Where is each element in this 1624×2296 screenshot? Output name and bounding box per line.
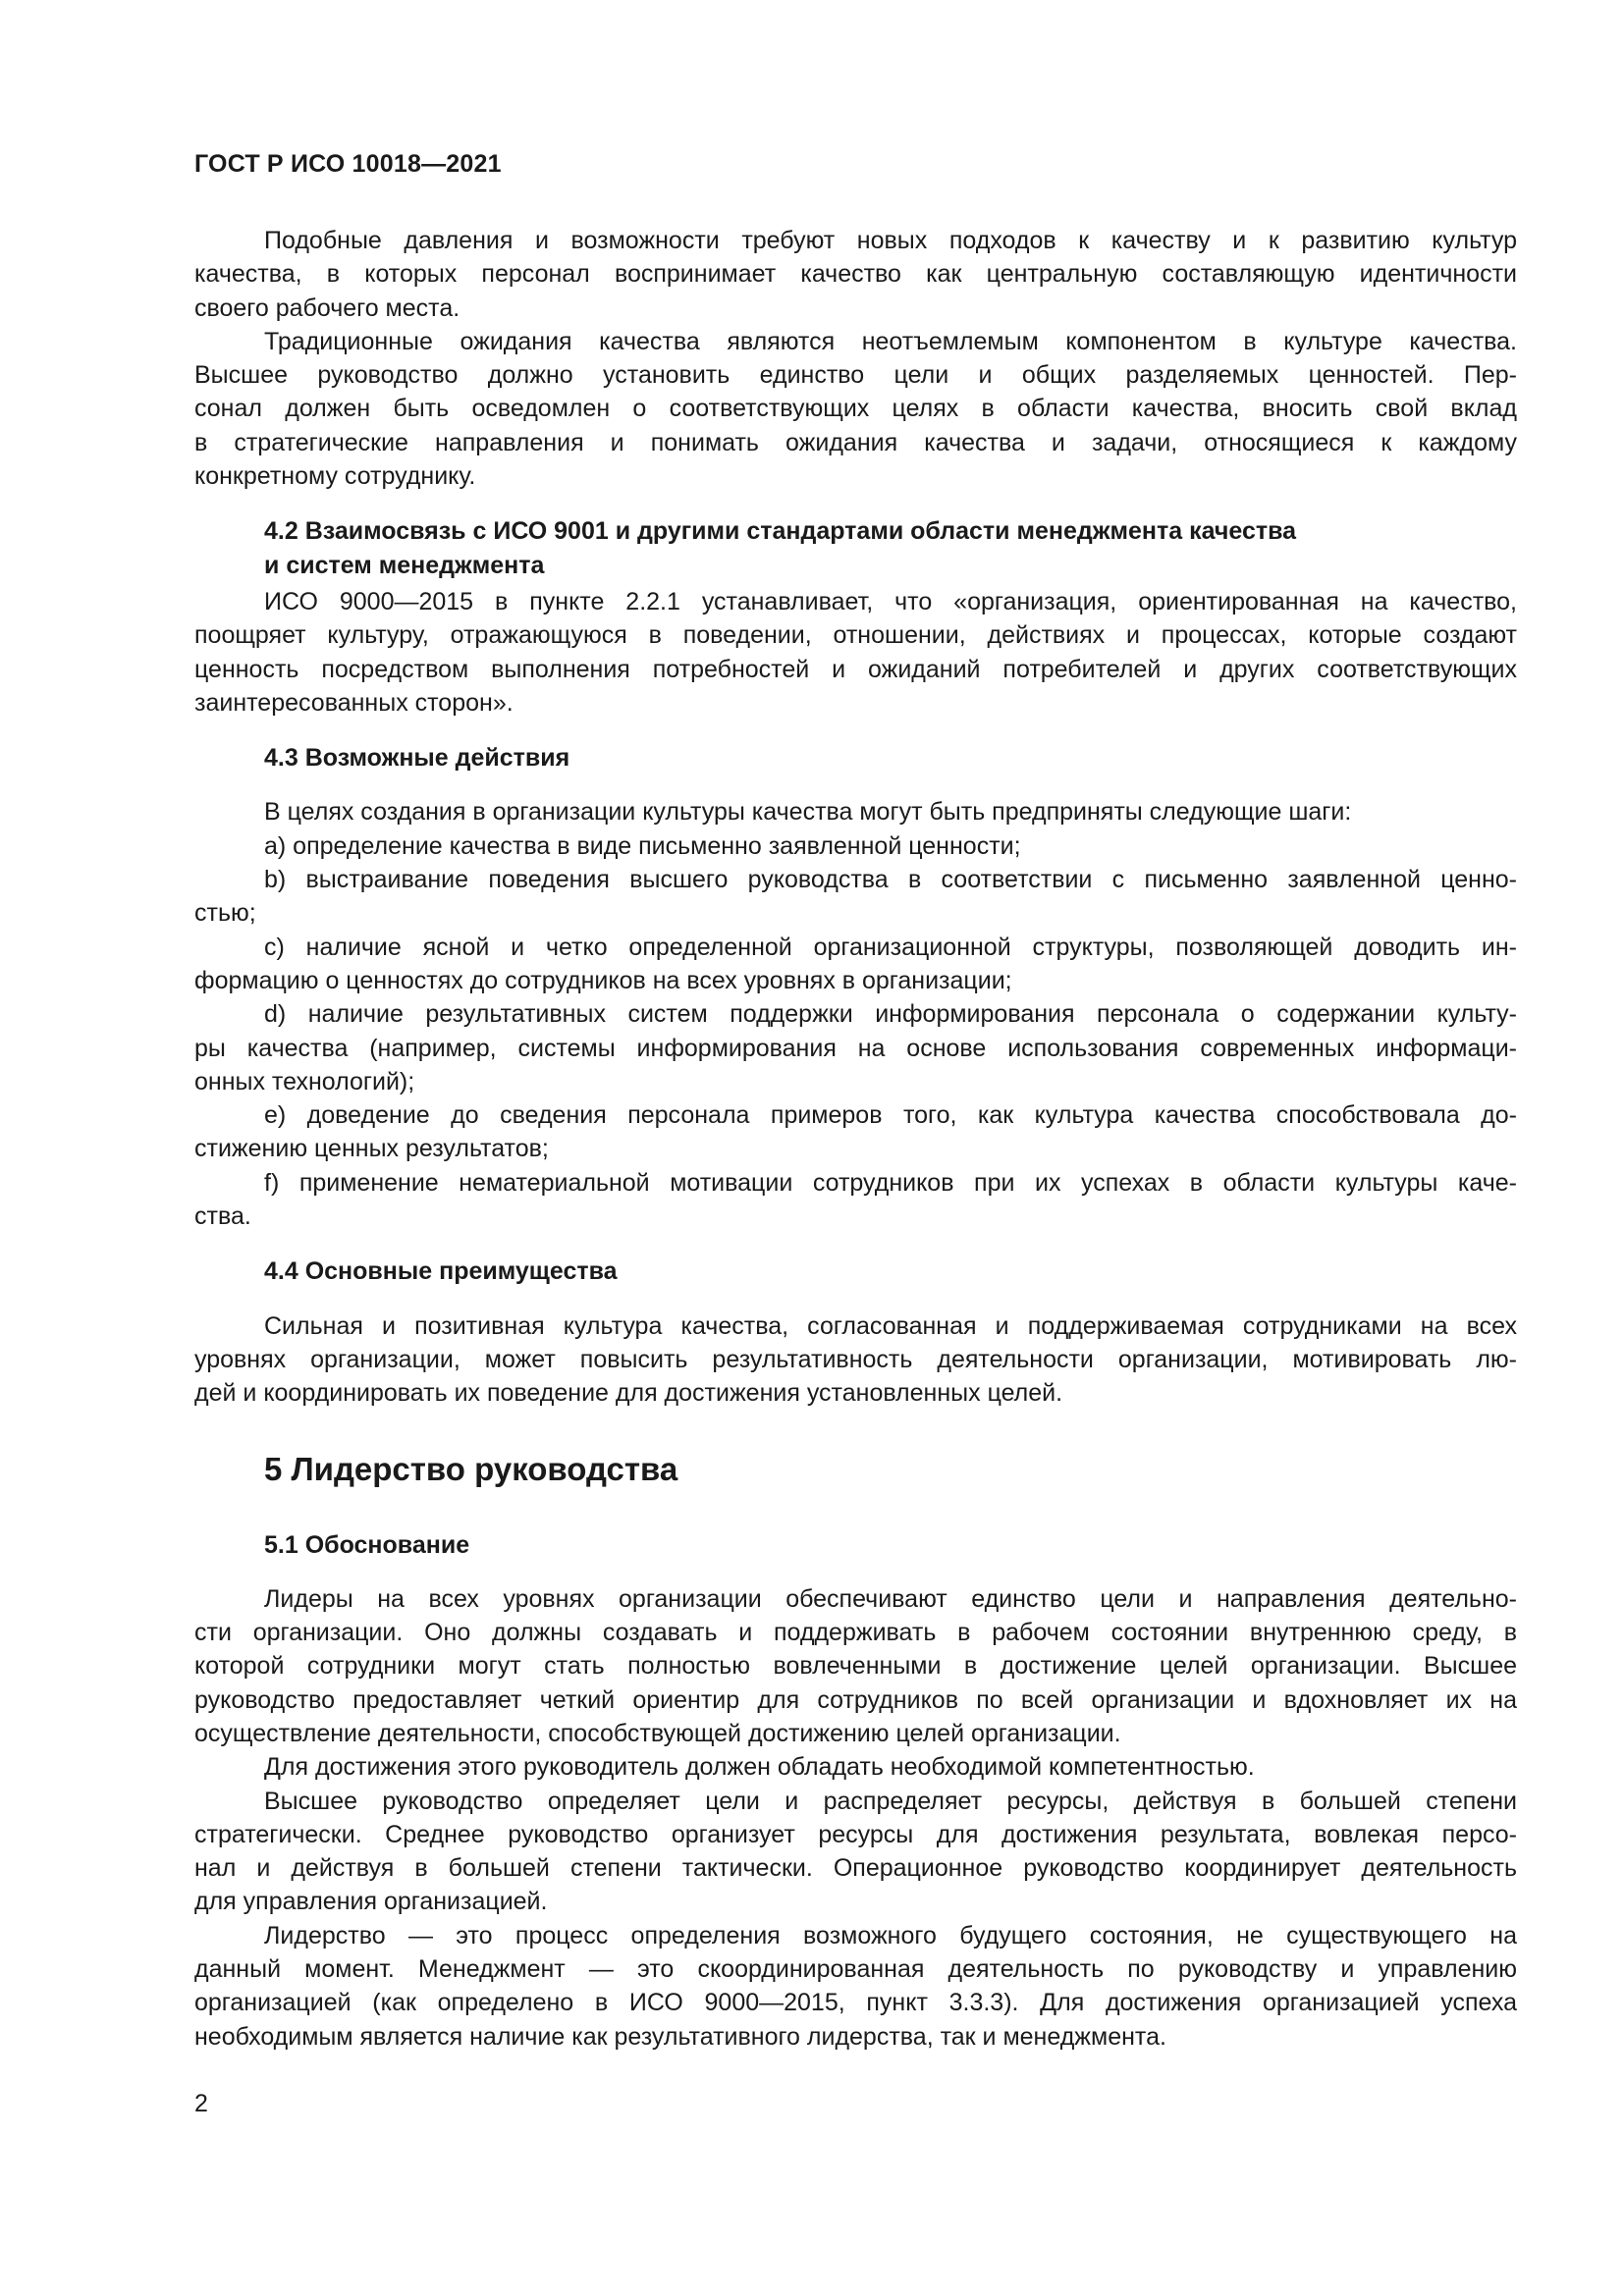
text-line: Сильная и позитивная культура качества, согласованная и поддерживаемая сотрудниками на всех: [264, 1311, 1517, 1340]
list-item-b: b) выстраивание поведения высшего руководства в соответствии с письменно заявленной ценно-: [264, 866, 1517, 894]
text-line: которой сотрудники могут стать полностью вовлеченными в достижение целей организации. Высшее: [194, 1652, 1517, 1681]
text-line: заинтересованных сторон».: [194, 688, 514, 717]
text-line: сти организации. Оно должны создавать и поддерживать в рабочем состоянии внутреннюю среду, в: [194, 1619, 1517, 1647]
list-item-e: е) доведение до сведения персонала примеров того, как культура качества способствовала до-: [264, 1101, 1517, 1130]
text-line: осуществление деятельности, способствующей достижению целей организации.: [194, 1719, 1121, 1747]
text-line: в стратегические направления и понимать ожидания качества и задачи, относящиеся к каждому: [194, 428, 1517, 456]
text-line: поощряет культуру, отражающуюся в поведении, отношении, действиях и процессах, которые создают: [194, 621, 1517, 650]
page-number: 2: [194, 2090, 208, 2117]
heading-line: 4.3 Возможные действия: [264, 744, 570, 773]
list-item-f: f) применение нематериальной мотивации сотрудников при их успехах в области культуры каче-: [264, 1168, 1517, 1197]
text-line: ценность посредством выполнения потребностей и ожиданий потребителей и других соответствующих: [194, 655, 1517, 683]
section-5-1-paragraph-4: [194, 1919, 1517, 2054]
section-4-2-paragraph: [194, 585, 1517, 720]
text-line: ры качества (например, системы информирования на основе использования современных информаци-: [194, 1034, 1517, 1062]
intro-paragraph-1: [194, 224, 1517, 325]
text-line: дей и координировать их поведение для достижения установленных целей.: [194, 1379, 1063, 1408]
heading-line: и систем менеджмента: [264, 551, 545, 579]
document-header: ГОСТ Р ИСО 10018—2021: [194, 150, 502, 178]
text-line: конкретному сотруднику.: [194, 462, 476, 491]
text-line: необходимым является наличие как результативного лидерства, так и менеджмента.: [194, 2022, 1166, 2051]
text-line: В целях создания в организации культуры качества могут быть предприняты следующие шаги:: [264, 798, 1352, 827]
text-line: Высшее руководство должно установить единство цели и общих разделяемых ценностей. Пер-: [194, 361, 1517, 390]
text-line: Традиционные ожидания качества являются неотъемлемым компонентом в культуре качества.: [264, 327, 1517, 355]
list-item-a: а) определение качества в виде письменно заявленной ценности;: [264, 831, 1021, 860]
section-4-3-title: [194, 741, 1517, 774]
section-5-1-paragraph-3: [194, 1785, 1517, 1919]
text-line: руководство предоставляет четкий ориентир для сотрудников по всей организации и вдохновляет их на: [194, 1685, 1517, 1714]
section-5-title: 5 Лидерство руководства: [264, 1450, 678, 1487]
section-4-2-title: [194, 514, 1517, 582]
intro-paragraph-2: [194, 325, 1517, 493]
text-line: Для достижения этого руководитель должен обладать необходимой компетентностью.: [264, 1753, 1255, 1782]
heading-line: 4.4 Основные преимущества: [264, 1257, 618, 1286]
section-5-1-paragraph-1: [194, 1582, 1517, 1750]
section-4-4-paragraph: [194, 1309, 1517, 1411]
text-line: Лидеры на всех уровнях организации обеспечивают единство цели и направления деятельно-: [264, 1584, 1517, 1613]
text-line: сонал должен быть осведомлен о соответствующих целях в области качества, вносить свой вклад: [194, 395, 1517, 423]
text-line: стратегически. Среднее руководство организует ресурсы для достижения результата, вовлекая персо-: [194, 1820, 1517, 1848]
section-4-4-title: [194, 1255, 1517, 1288]
text-line: формацию о ценностях до сотрудников на всех уровнях в организации;: [194, 966, 1012, 994]
text-line: Лидерство — это процесс определения возможного будущего состояния, не существующего на: [264, 1921, 1517, 1949]
text-line: Подобные давления и возможности требуют новых подходов к качеству и к развитию культур: [264, 227, 1517, 254]
text-line: уровнях организации, может повысить результативность деятельности организации, мотивировать лю-: [194, 1345, 1517, 1373]
text-line: ства.: [194, 1202, 251, 1231]
section-4-3-list: [194, 795, 1517, 1233]
text-line: организацией (как определено в ИСО 9000—2015, пункт 3.3.3). Для достижения организацией успеха: [194, 1989, 1517, 2017]
section-5-1-title: [194, 1528, 1517, 1562]
text-line: Высшее руководство определяет цели и распределяет ресурсы, действуя в большей степени: [264, 1787, 1517, 1815]
text-line: своего рабочего места.: [194, 294, 460, 322]
text-line: стижению ценных результатов;: [194, 1135, 549, 1163]
heading-line: 4.2 Взаимосвязь с ИСО 9001 и другими стандартами области менеджмента качества: [264, 517, 1297, 546]
text-line: для управления организацией.: [194, 1888, 548, 1916]
list-item-c: с) наличие ясной и четко определенной организационной структуры, позволяющей доводить ин-: [264, 933, 1517, 961]
text-line: качества, в которых персонал воспринимает качество как центральную составляющую идентичности: [194, 260, 1517, 289]
text-line: онных технологий);: [194, 1067, 415, 1095]
heading-line: 5.1 Обоснование: [264, 1530, 470, 1559]
text-line: нал и действуя в большей степени тактически. Операционное руководство координирует деятельность: [194, 1854, 1517, 1883]
text-line: данный момент. Менеджмент — это скоординированная деятельность по руководству и управлению: [194, 1955, 1517, 1984]
text-line: стью;: [194, 899, 256, 928]
section-5-1-paragraph-2: [194, 1750, 1517, 1784]
list-item-d: d) наличие результативных систем поддержки информирования персонала о содержании культу-: [264, 1000, 1517, 1029]
document-page: [194, 147, 1517, 2054]
text-line: ИСО 9000—2015 в пункте 2.2.1 устанавливает, что «организация, ориентированная на качество,: [264, 587, 1517, 615]
